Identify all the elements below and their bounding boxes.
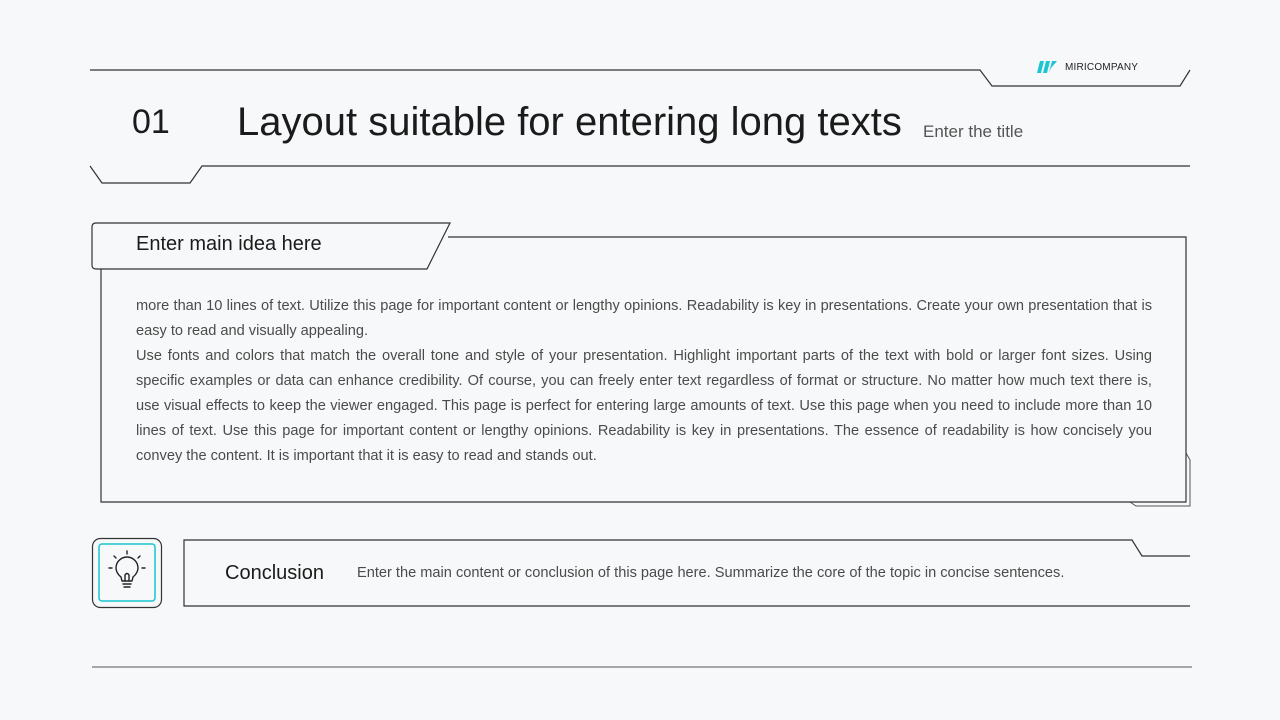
conclusion-label: Conclusion	[225, 562, 324, 584]
conclusion-text: Enter the main content or conclusion of this page here. Summarize the core of the topic in concise sentences.	[357, 565, 1065, 581]
main-idea-label: Enter main idea here	[136, 233, 322, 255]
body-paragraph: Use fonts and colors that match the overall tone and style of your presentation. Highlight important parts of the text with bold or larger font sizes. Using specific examples or data can enhance credibility. Of course, you can freely enter text regardless of format or structure. No matter how much text there is, use visual effects to keep the viewer engaged. This page is perfect for entering large amounts of text. Use this page when you need to include more than 10 lines of text. Use this page for important content or lengthy opinions. Readability is key in presentations. The essence of readability is how concisely you convey the content. It is important that it is easy to read and stands out.	[136, 348, 1152, 464]
logo-mark-icon	[1037, 60, 1057, 74]
body-paragraph: more than 10 lines of text. Utilize this page for important content or lengthy opinions. Readability is key in presentations. Create your own presentation that is easy to read and visually appealing.	[136, 298, 1152, 339]
header-top-line	[90, 70, 1190, 86]
slide-subtitle: Enter the title	[923, 122, 1024, 141]
slide-number: 01	[132, 103, 170, 141]
brand-logo	[1037, 60, 1138, 74]
body-text	[136, 294, 1152, 469]
lightbulb-icon	[99, 544, 155, 600]
brand-name: MIRICOMPANY	[1065, 61, 1139, 73]
header-bottom-line	[90, 166, 1190, 183]
slide-title: Layout suitable for entering long texts	[237, 100, 902, 144]
